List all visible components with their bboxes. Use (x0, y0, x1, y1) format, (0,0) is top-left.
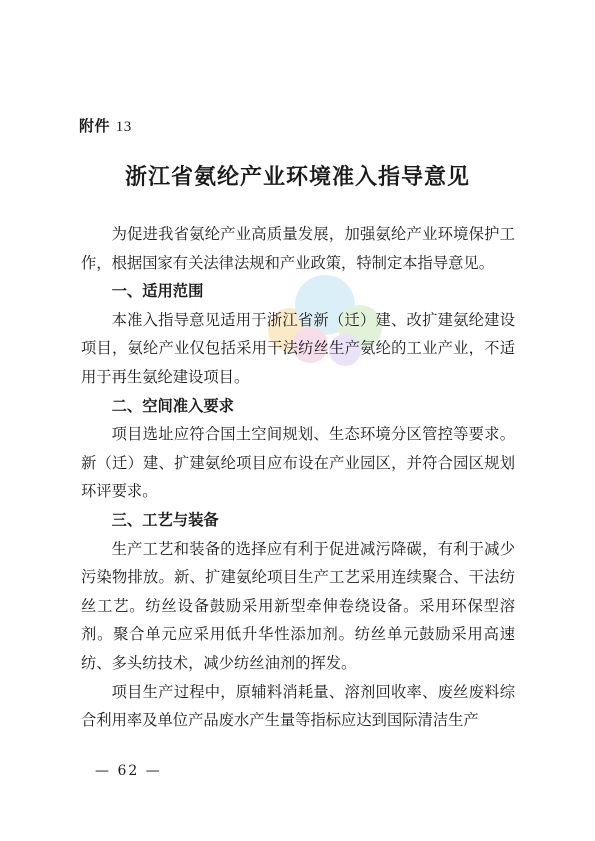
section-heading: 二、空间准入要求 (111, 396, 234, 415)
section-paragraph: 项目选址应符合国土空间规划、生态环境分区管控等要求。新（迁）建、扩建氨纶项目应布设在产业园区，并符合园区规划环评要求。 (81, 425, 515, 501)
section-heading: 一、适用范围 (111, 282, 204, 301)
page-title: 浙江省氨纶产业环境准入指导意见 (124, 164, 470, 190)
section-paragraph: 项目生产过程中，原辅料消耗量、溶剂回收率、废丝废料综合利用率及单位产品废水产生量等指标应达到国际清洁生产 (81, 682, 515, 730)
section-heading: 三、工艺与装备 (111, 510, 219, 529)
attachment-label (79, 115, 132, 136)
attachment-prefix: 附件 (79, 117, 111, 135)
page-number: — 62 — (95, 763, 162, 779)
section-paragraph: 生产工艺和装备的选择应有利于促进减污降碳，有利于减少污染物排放。新、扩建氨纶项目生产工艺采用连续聚合、干法纺丝工艺。纺丝设备鼓励采用新型牵伸卷绕设备。采用环保型溶剂。聚合单元应采用低升华性添加剂。纺丝单元鼓励采用高速纺、多头纺技术，减少纺丝油剂的挥发。 (81, 539, 515, 672)
attachment-number: 13 (115, 119, 132, 135)
document-body (81, 220, 515, 735)
intro-paragraph: 为促进我省氨纶产业高质量发展，加强氨纶产业环境保护工作，根据国家有关法律法规和产业政策，特制定本指导意见。 (81, 225, 515, 272)
section-paragraph: 本准入指导意见适用于浙江省新（迁）建、改扩建氨纶建设项目，氨纶产业仅包括采用干法纺丝生产氨纶的工业产业，不适用于再生氨纶建设项目。 (81, 310, 515, 386)
